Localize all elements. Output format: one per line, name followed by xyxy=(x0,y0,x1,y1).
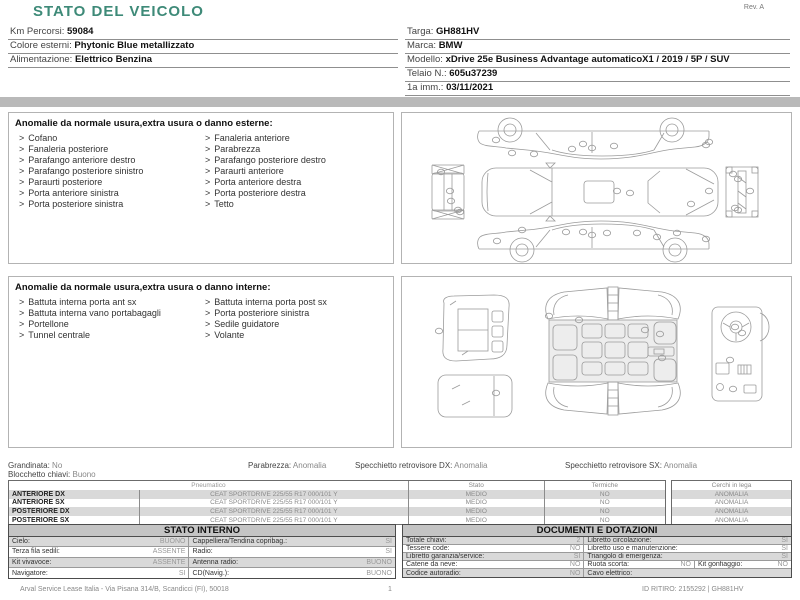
detail-cell: CD(Navig.): BUONO xyxy=(188,568,395,578)
tyre-cell: MEDIO xyxy=(408,499,544,508)
cerchi-cell: ANOMALIA xyxy=(714,507,749,515)
anomaly-item: > Paraurti posteriore xyxy=(19,176,103,187)
car-top-view xyxy=(482,163,718,221)
info-row: Modello: xDrive 25e Business Advantage automaticoX1 / 2019 / 5P / SUV xyxy=(405,54,790,68)
damage-dot xyxy=(705,188,712,194)
cerchi-table-header xyxy=(672,481,791,490)
detail-cell: Radio: SI xyxy=(188,547,395,556)
detail-cell: Libretto garanzia/service: SI xyxy=(406,553,581,561)
vehicle-info-right xyxy=(405,26,790,96)
footer-id-ritiro: ID RITIRO: 2155292 | GH881HV xyxy=(642,586,744,593)
anomaly-item: > Porta posteriore sinistra xyxy=(19,198,124,209)
anomaly-item: > Tetto xyxy=(205,198,234,209)
damage-dot xyxy=(613,188,620,194)
footer-address: Arval Service Lease Italia - Via Pisana 314/B, Scandicci (FI), 50018 xyxy=(20,586,229,593)
info-row: Km Percorsi: 59084 xyxy=(8,26,398,40)
anomaly-item: > Battuta interna vano portabagagli xyxy=(19,307,161,318)
anomaly-item: > Paraurti anteriore xyxy=(205,165,284,176)
tyre-cell: ANTERIORE SX xyxy=(12,499,65,507)
anomaly-item: > Sedile guidatore xyxy=(205,318,280,329)
detail-cell: Antenna radio: BUONO xyxy=(188,558,395,567)
documenti-table xyxy=(402,524,792,578)
revision-label: Rev. A xyxy=(743,4,764,11)
exterior-anomalies-box xyxy=(8,112,394,264)
damage-dot xyxy=(633,230,640,236)
detail-row xyxy=(403,561,791,569)
tyre-cell: MEDIO xyxy=(408,516,544,525)
cerchi-cell: ANOMALIA xyxy=(714,499,749,507)
info-row: Telaio N.: 605u37239 xyxy=(405,68,790,82)
exterior-anomaly-list-right xyxy=(201,133,387,210)
anomaly-item: > Battuta interna porta ant sx xyxy=(19,297,137,307)
detail-cell: Libretto uso e manutenzione: SI xyxy=(583,545,791,552)
summary-specchietto-sx: Specchietto retrovisore SX: Anomalia xyxy=(565,461,698,470)
detail-row xyxy=(9,568,395,578)
car-side-view-right xyxy=(478,118,709,159)
damage-dot xyxy=(508,150,515,156)
detail-row xyxy=(403,569,791,577)
footer-page-number: 1 xyxy=(388,586,392,593)
car-side-view-left xyxy=(478,221,709,262)
detail-cell: Tessere code: NO xyxy=(406,545,581,553)
tyre-cell: CEAT SPORTDRIVE 225/55 R17 000/101 Y xyxy=(139,490,408,499)
tyre-header-stato: Stato xyxy=(408,481,544,490)
info-row: Targa: GH881HV xyxy=(405,26,790,40)
tyre-cell: NO xyxy=(544,490,665,499)
anomaly-item: > Porta posteriore destra xyxy=(205,187,306,198)
detail-cell: Catene da neve: NO xyxy=(406,561,581,569)
vehicle-info-left xyxy=(8,26,398,68)
tyre-cell: POSTERIORE DX xyxy=(12,507,70,515)
section-divider-bar xyxy=(0,97,800,107)
tyre-row xyxy=(9,507,665,516)
anomaly-item: > Porta anteriore destra xyxy=(205,176,302,187)
detail-row xyxy=(403,537,791,545)
damage-dot xyxy=(626,190,633,196)
tyre-cell: NO xyxy=(544,516,665,525)
cerchi-row xyxy=(672,507,791,516)
anomaly-item: > Cofano xyxy=(19,133,58,143)
detail-cell: Libretto circolazione: SI xyxy=(583,537,791,544)
documenti-title: DOCUMENTI E DOTAZIONI xyxy=(403,525,791,537)
parcel-shelf-view xyxy=(438,375,512,417)
detail-row xyxy=(9,547,395,557)
tyre-row xyxy=(9,490,665,499)
cerchi-row xyxy=(672,499,791,508)
page-title: STATO DEL VEICOLO xyxy=(33,3,204,20)
trunk-view xyxy=(443,295,509,361)
stato-interno-title: STATO INTERNO xyxy=(9,525,395,537)
detail-cell: Totale chiavi: 2 xyxy=(406,537,581,545)
damage-dot xyxy=(562,229,569,235)
tyre-cell: CEAT SPORTDRIVE 225/55 R17 000/101 Y xyxy=(139,499,408,508)
interior-damage-diagram-box xyxy=(401,276,792,448)
anomaly-item: > Porta anteriore sinistra xyxy=(19,187,119,198)
cabin-layout-view xyxy=(546,287,681,415)
summary-grandinata: Grandinata: No xyxy=(8,461,63,470)
exterior-anomaly-list-left xyxy=(15,133,201,210)
cerchi-cell: ANOMALIA xyxy=(714,516,749,524)
dashboard-view xyxy=(712,307,769,401)
cerchi-header: Cerchi in lega xyxy=(711,482,752,489)
interior-anomaly-list-right xyxy=(201,297,387,341)
info-row: 1a imm.: 03/11/2021 xyxy=(405,82,790,96)
tyre-cell: POSTERIORE SX xyxy=(12,516,70,524)
cerchi-row xyxy=(672,490,791,499)
damage-dot xyxy=(492,137,499,143)
cerchi-table xyxy=(671,480,792,525)
interior-anomalies-title: Anomalie da normale usura,extra usura o danno interne: xyxy=(15,282,271,293)
detail-cell: Ruota scorta: NO xyxy=(583,561,694,568)
anomaly-item: > Fanaleria anteriore xyxy=(205,133,290,143)
damage-dot xyxy=(738,330,745,336)
damage-dot xyxy=(579,141,586,147)
cerchi-cell: ANOMALIA xyxy=(714,490,749,498)
interior-anomalies-box xyxy=(8,276,394,448)
detail-row xyxy=(403,545,791,553)
detail-cell: Cappelliera/Tendina copribag.: SI xyxy=(188,537,395,546)
damage-dot xyxy=(729,171,736,177)
damage-dot xyxy=(729,386,736,392)
tyre-cell: ANTERIORE DX xyxy=(12,490,65,498)
damage-dot xyxy=(746,188,753,194)
tyre-cell: CEAT SPORTDRIVE 225/55 R17 000/101 Y xyxy=(139,516,408,525)
anomaly-item: > Battuta interna porta post sx xyxy=(205,297,327,307)
car-interior-diagram xyxy=(402,277,791,447)
damage-dot xyxy=(731,324,738,330)
detail-cell: Navigatore: SI xyxy=(12,569,186,577)
tyre-cell: NO xyxy=(544,507,665,516)
damage-dot xyxy=(493,238,500,244)
detail-cell: Codice autoradio: NO xyxy=(406,569,581,577)
damage-dot xyxy=(447,198,454,204)
damage-dot xyxy=(530,151,537,157)
tyre-cell: MEDIO xyxy=(408,490,544,499)
anomaly-item: > Porta posteriore sinistra xyxy=(205,307,310,318)
exterior-damage-diagram-box xyxy=(401,112,792,264)
tyre-cell: NO xyxy=(544,499,665,508)
anomaly-item: > Fanaleria posteriore xyxy=(19,143,109,154)
exterior-damage-dots xyxy=(437,137,753,244)
detail-row xyxy=(9,537,395,547)
tyre-table-header xyxy=(9,481,665,490)
detail-cell: Cavo elettrico: xyxy=(583,569,791,577)
anomaly-item: > Tunnel centrale xyxy=(19,329,90,340)
anomaly-item: > Parafango posteriore sinistro xyxy=(19,165,144,176)
detail-cell: Terza fila sedili: ASSENTE xyxy=(12,548,186,556)
interior-anomaly-list-left xyxy=(15,297,201,341)
anomaly-item: > Parafango anteriore destro xyxy=(19,154,136,165)
info-row: Marca: BMW xyxy=(405,40,790,54)
tyre-header-termiche: Termiche xyxy=(544,481,665,490)
tyre-cell: CEAT SPORTDRIVE 225/55 R17 000/101 Y xyxy=(139,507,408,516)
damage-dot xyxy=(687,201,694,207)
damage-dot xyxy=(446,188,453,194)
summary-specchietto-dx: Specchietto retrovisore DX: Anomalia xyxy=(355,461,488,470)
tyre-table xyxy=(8,480,666,525)
damage-dot xyxy=(435,328,442,334)
car-exterior-diagram xyxy=(402,113,791,263)
info-row: Alimentazione: Elettrico Benzina xyxy=(8,54,398,68)
damage-dot xyxy=(610,143,617,149)
anomaly-item: > Parabrezza xyxy=(205,143,261,154)
detail-row xyxy=(9,558,395,568)
tyre-cell: MEDIO xyxy=(408,507,544,516)
detail-cell: Kit gonfiaggio: NO xyxy=(694,561,791,568)
detail-cell: Kit vivavoce: ASSENTE xyxy=(12,558,186,566)
tyre-row xyxy=(9,499,665,508)
stato-interno-table xyxy=(8,524,396,579)
anomaly-item: > Portellone xyxy=(19,318,69,329)
tyre-header-pneumatico: Pneumatico xyxy=(191,482,226,489)
detail-cell: Cielo: BUONO xyxy=(12,538,186,546)
exterior-anomalies-title: Anomalie da normale usura,extra usura o danno esterne: xyxy=(15,118,273,129)
damage-dot xyxy=(603,230,610,236)
damage-dot xyxy=(579,229,586,235)
damage-dot xyxy=(568,146,575,152)
damage-dot xyxy=(726,357,733,363)
damage-dot xyxy=(492,390,499,396)
anomaly-item: > Volante xyxy=(205,329,245,340)
summary-parabrezza: Parabrezza: Anomalia xyxy=(248,461,327,470)
detail-row xyxy=(403,553,791,561)
detail-cell: Triangolo di emergenza: SI xyxy=(583,553,791,560)
anomaly-item: > Parafango posteriore destro xyxy=(205,154,326,165)
summary-blocchetto-chiavi: Blocchetto chiavi: Buono xyxy=(8,470,96,479)
info-row: Colore esterni: Phytonic Blue metallizzato xyxy=(8,40,398,54)
car-front-view xyxy=(432,165,464,219)
